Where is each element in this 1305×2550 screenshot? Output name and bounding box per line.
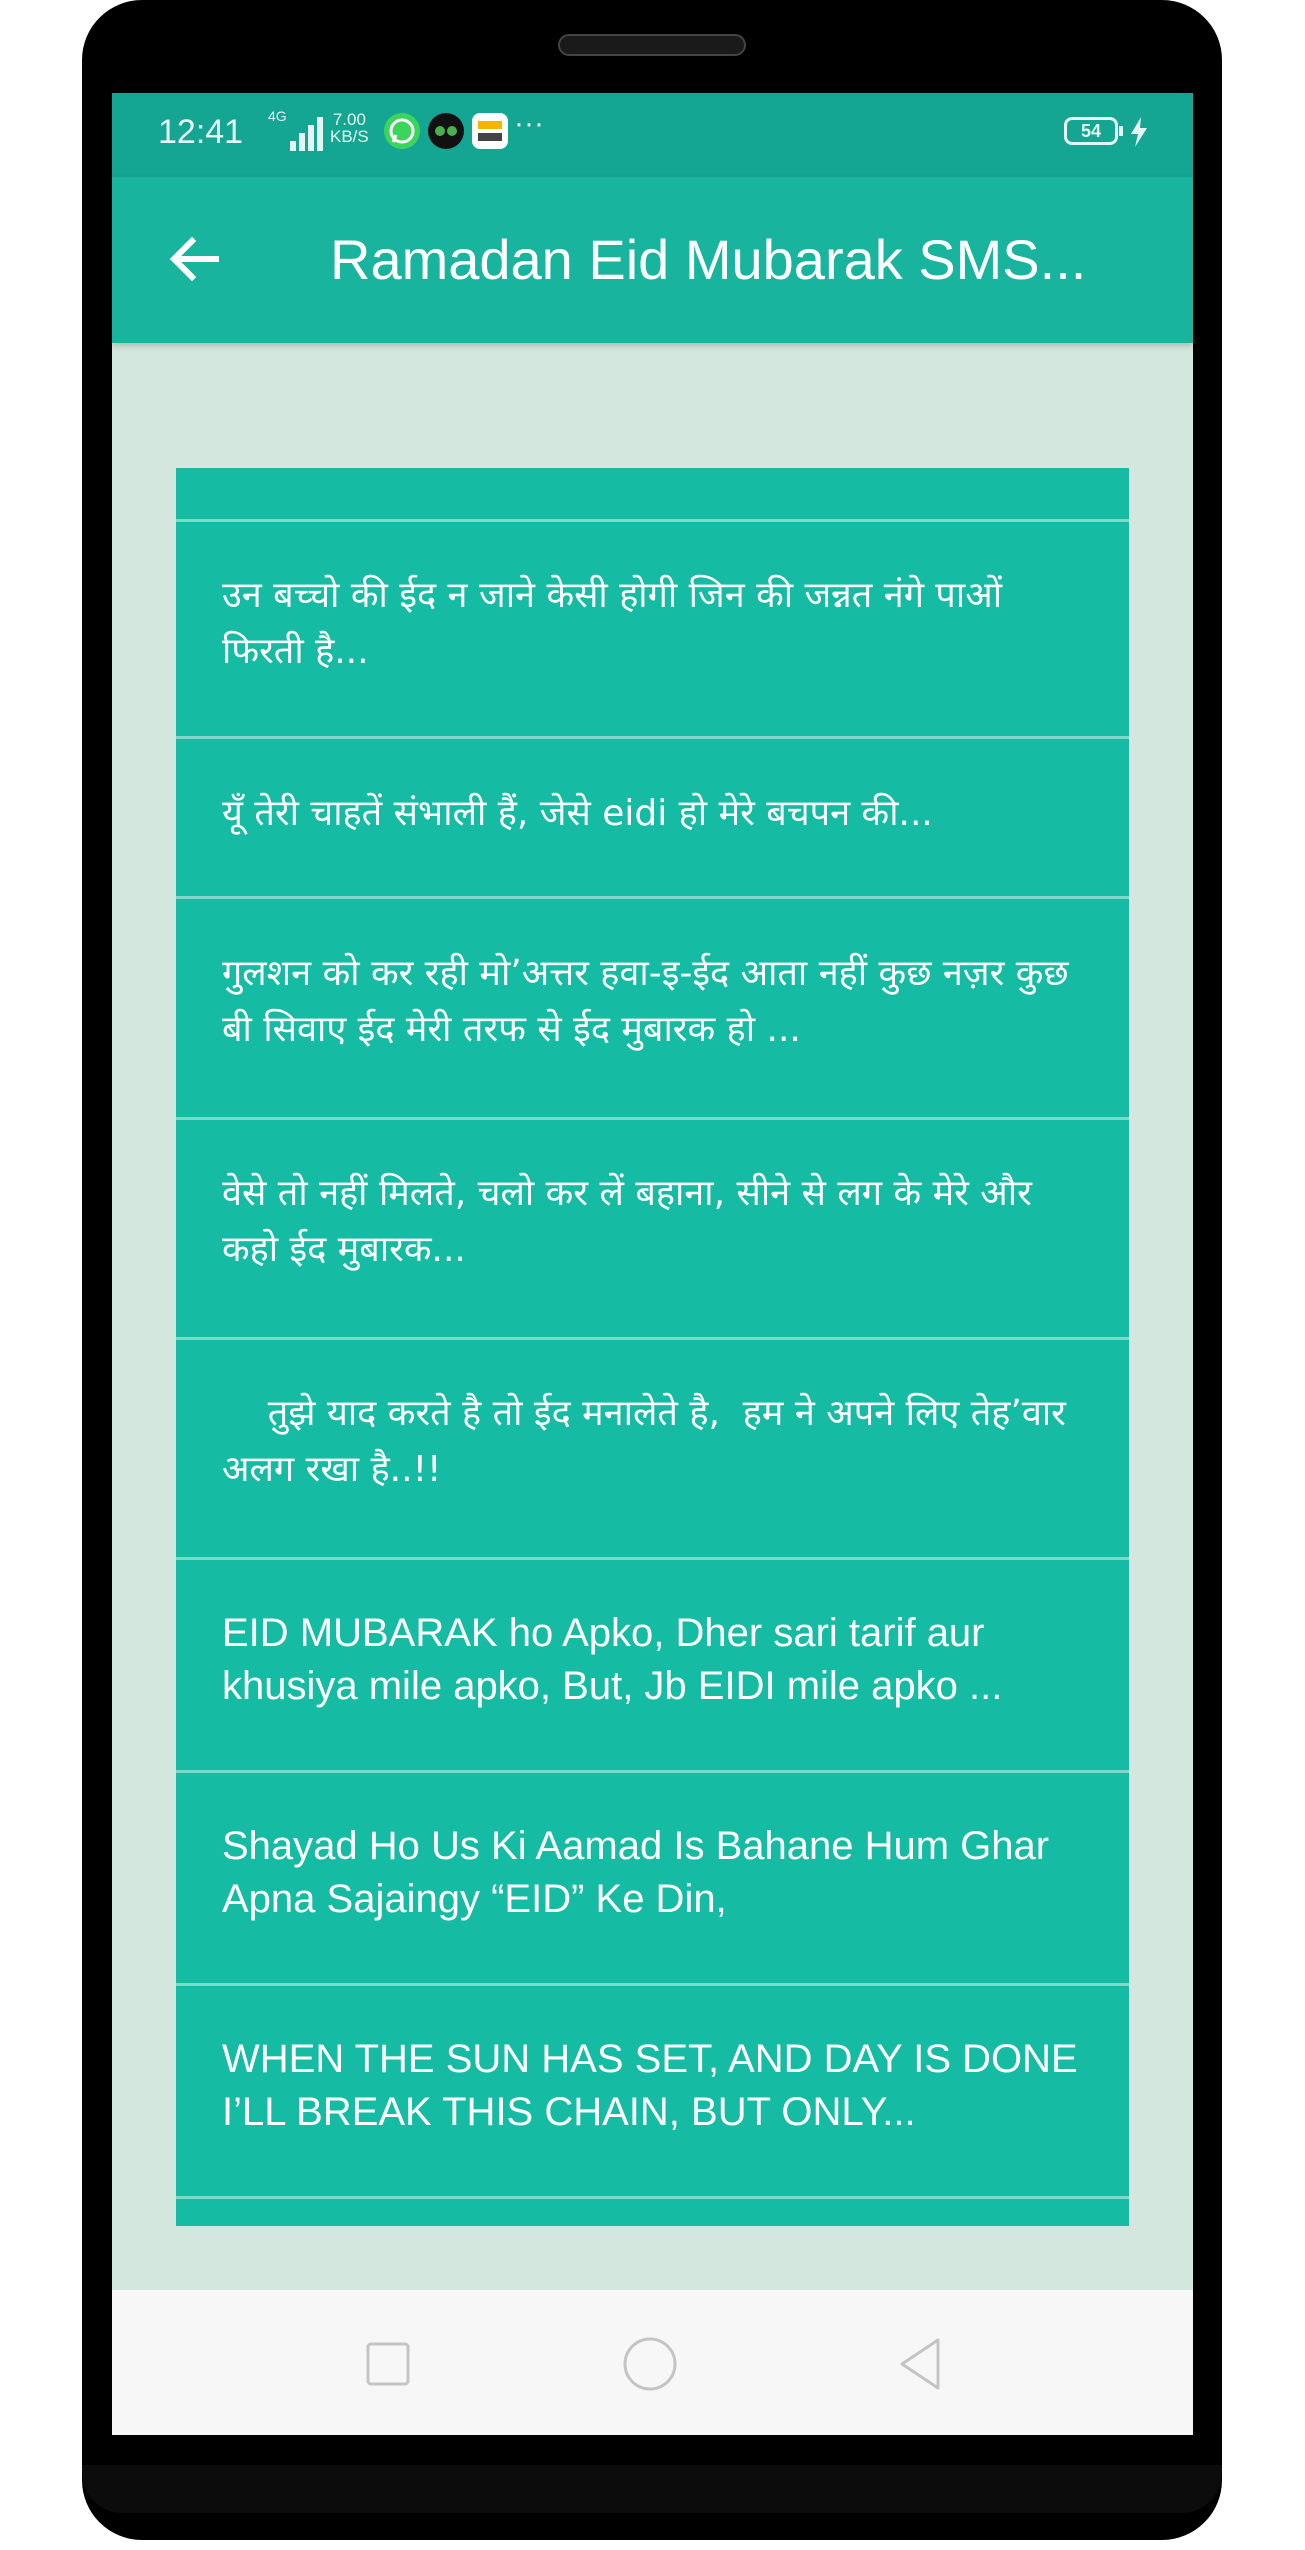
system-navigation-bar [112,2290,1193,2435]
list-divider [176,1337,1129,1340]
whatsapp-icon [384,113,420,149]
list-divider [176,1557,1129,1560]
list-item[interactable] [176,1166,1129,1278]
back-button[interactable] [158,223,230,295]
list-item[interactable] [176,1820,1129,1926]
list-divider [176,736,1129,739]
message-text: तुझे याद करते है तो ईद मनालेते है, हम ने अपने लिए तेह’वार अलग रखा है..!! [222,1393,1078,1490]
speed-value: 7.00 [332,110,366,129]
earpiece-speaker [558,34,746,56]
message-text: Shayad Ho Us Ki Aamad Is Bahane Hum Ghar Apna Sajaingy “EID” Ke Din, [222,1824,1050,1921]
triangle-back-icon [890,2334,950,2394]
message-text: उन बच्चो की ईद न जाने केसी होगी जिन की जन्नत नंगे पाओं फिरती है... [222,575,1002,672]
network-type: 4G [268,108,287,124]
back-nav-button[interactable] [890,2334,950,2394]
app-bar [112,177,1193,343]
speed-unit: KB/S [330,127,369,146]
arrow-left-icon [166,231,222,287]
list-divider [176,519,1129,522]
list-divider [176,1983,1129,1986]
list-item[interactable] [176,946,1129,1058]
status-time: 12:41 [158,113,244,151]
signal-icon [276,115,316,151]
list-divider [176,1117,1129,1120]
phone-screen [112,93,1193,2435]
list-item[interactable] [176,1386,1129,1498]
message-text: EID MUBARAK ho Apko, Dher sari tarif aur khusiya mile apko, But, Jb EIDI mile apko ... [222,1611,1003,1708]
home-button[interactable] [620,2334,680,2394]
list-item[interactable] [176,786,1129,842]
page-title: Ramadan Eid Mubarak SMS... [330,228,1087,291]
battery-tip [1119,126,1123,136]
circle-icon [620,2334,680,2394]
message-text: WHEN THE SUN HAS SET, AND DAY IS DONE I’LL BREAK THIS CHAIN, BUT ONLY... [222,2037,1078,2134]
recent-apps-button[interactable] [358,2334,418,2394]
message-text: गुलशन को कर रही मो’अत्तर हवा-इ-ईद आता नहीं कुछ नज़र कुछ बी सिवाए ईद मेरी तरफ से ईद मुबारक हो ... [222,953,1069,1050]
eid-app-icon [472,113,508,149]
list-divider [176,1770,1129,1773]
list-divider [176,2196,1129,2199]
list-item[interactable] [176,1607,1129,1713]
message-text: यूँ तेरी चाहतें संभाली हैं, जेसे eidi हो मेरे बचपन की... [222,793,933,834]
list-item[interactable] [176,2033,1129,2139]
message-text: वेसे तो नहीं मिलते, चलो कर लें बहाना, सीने से लग के मेरे और कहो ईद मुबारक... [222,1173,1032,1270]
list-item[interactable] [176,568,1129,680]
phone-bottom-edge [82,2465,1222,2513]
battery-icon: 54 [1064,117,1118,145]
status-bar [112,93,1193,177]
message-list[interactable] [176,468,1129,2226]
glasses-app-icon [428,113,464,149]
list-divider [176,896,1129,899]
network-speed [330,111,369,145]
more-notifications-icon: ··· [514,107,544,140]
square-icon [358,2334,418,2394]
charging-icon [1128,115,1150,149]
